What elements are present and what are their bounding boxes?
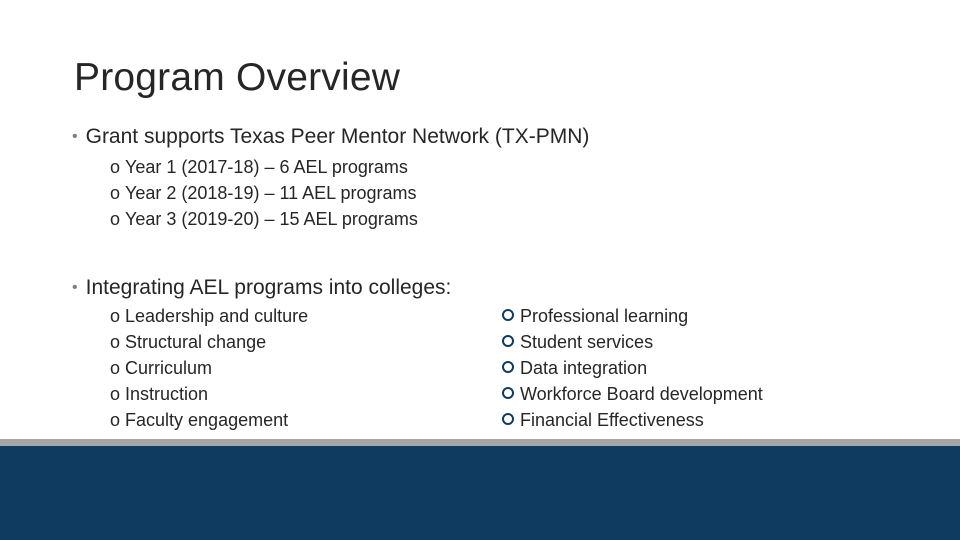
circle-bullet-icon: o [110,358,121,378]
list-item: Data integration [501,355,763,381]
bullet-integrating-text: Integrating AEL programs into colleges: [85,276,452,299]
circle-bullet-icon: o [110,384,121,404]
ring-bullet-icon [502,361,514,373]
year-list [110,154,418,232]
list-item: Professional learning [501,303,763,329]
circle-bullet-icon: o [110,306,121,326]
ring-bullet-icon [502,309,514,321]
bullet-grant [72,125,589,149]
right-topic-list [501,303,763,433]
ring-bullet-icon [502,335,514,347]
bullet-dot-icon: • [72,128,78,145]
circle-bullet-icon: o [110,332,121,352]
list-item: o Year 2 (2018-19) – 11 AEL programs [110,180,418,206]
circle-bullet-icon: o [110,209,121,229]
list-item: o Leadership and culture [110,303,308,329]
circle-bullet-icon: o [110,157,121,177]
footer-band [0,446,960,540]
list-item: Financial Effectiveness [501,407,763,433]
list-item: o Year 1 (2017-18) – 6 AEL programs [110,154,418,180]
list-item: o Instruction [110,381,308,407]
circle-bullet-icon: o [110,410,121,430]
list-item: o Faculty engagement [110,407,308,433]
slide-title: Program Overview [74,56,401,99]
left-topic-list [110,303,308,433]
list-item: o Year 3 (2019-20) – 15 AEL programs [110,206,418,232]
list-item: o Structural change [110,329,308,355]
ring-bullet-icon [502,413,514,425]
bullet-grant-text: Grant supports Texas Peer Mentor Network (TX-PMN) [85,125,590,148]
list-item: Workforce Board development [501,381,763,407]
circle-bullet-icon: o [110,183,121,203]
bullet-integrating [72,276,451,300]
ring-bullet-icon [502,387,514,399]
list-item: Student services [501,329,763,355]
bullet-dot-icon: • [72,279,78,296]
footer-divider [0,439,960,446]
list-item: o Curriculum [110,355,308,381]
